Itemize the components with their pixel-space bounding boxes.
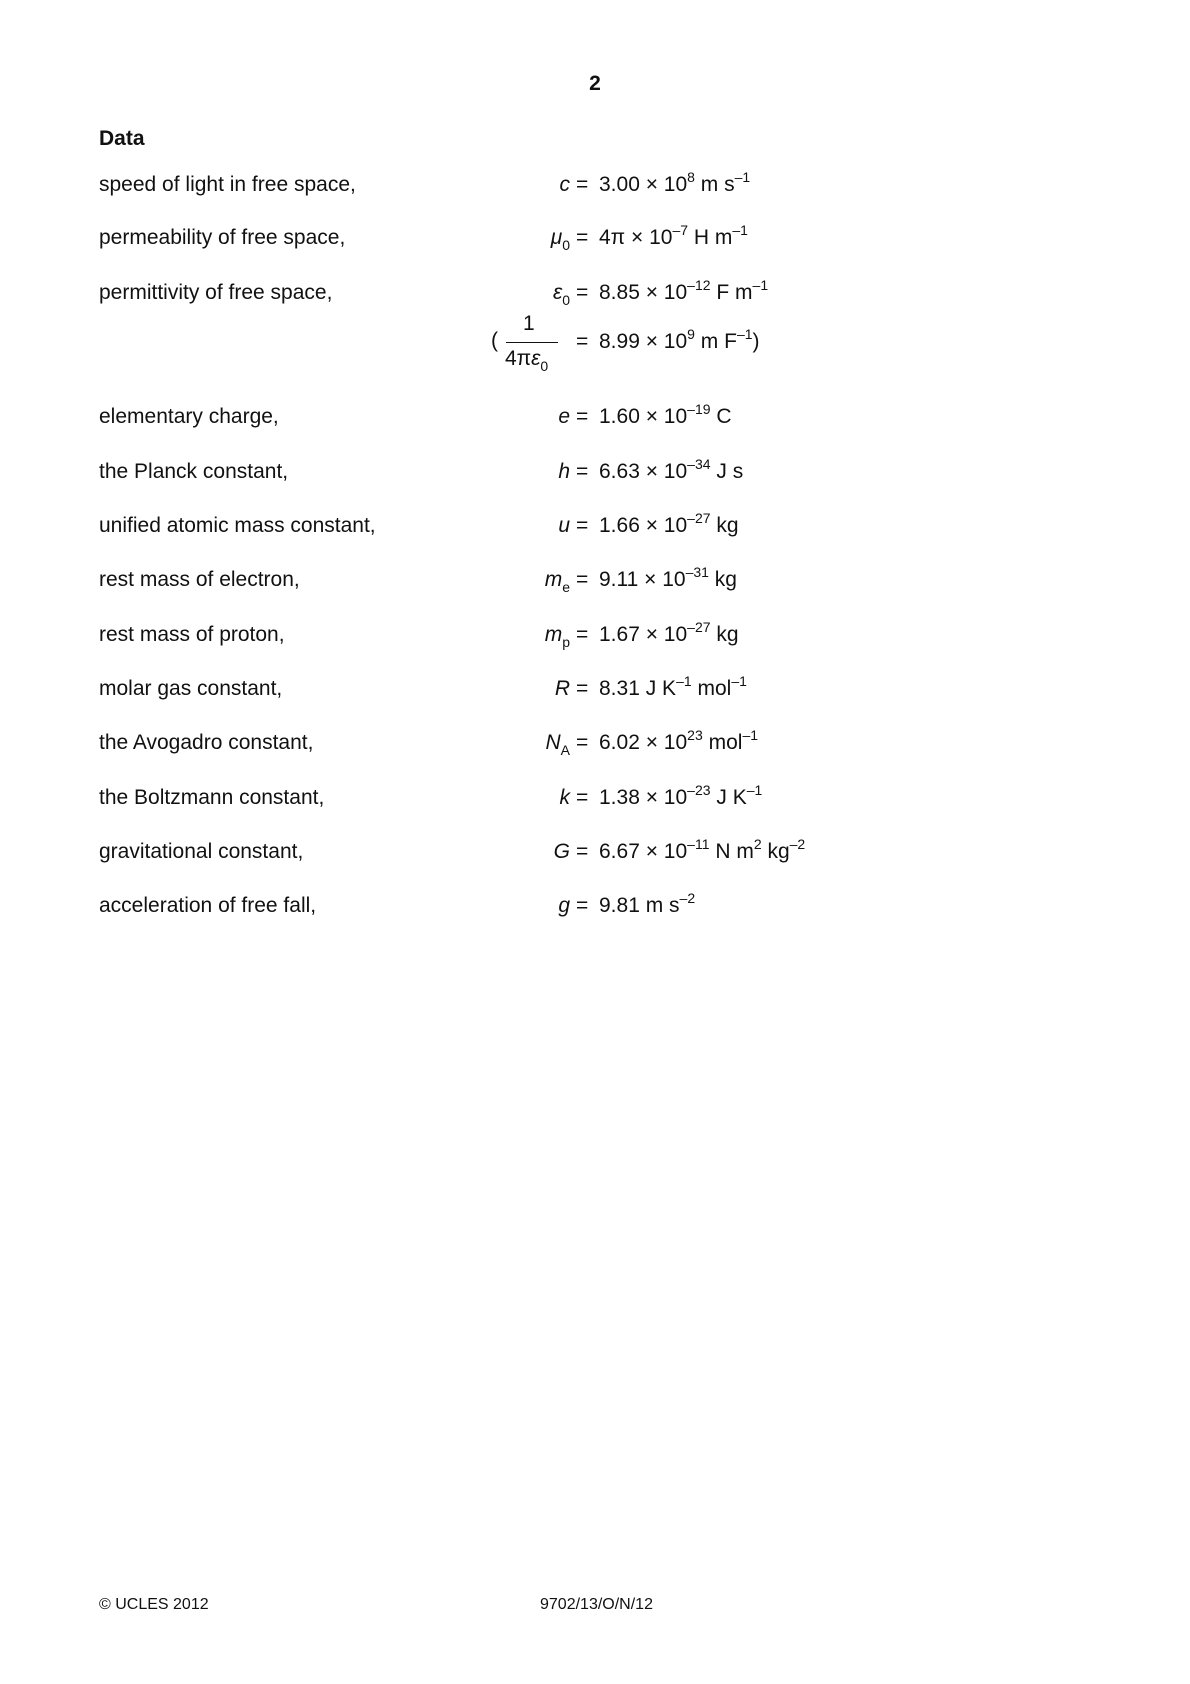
constant-label: molar gas constant, xyxy=(99,677,283,700)
equals-sign: = xyxy=(576,514,589,537)
constant-label: elementary charge, xyxy=(99,405,279,428)
constant-label: rest mass of proton, xyxy=(99,623,285,646)
equals-sign: = xyxy=(576,894,589,917)
constant-value: $3.00 \times 10^8$ m $s^{-1}$ xyxy=(599,169,751,196)
equals-sign: = xyxy=(576,840,589,863)
constant-symbol: $\mu_0$ xyxy=(550,226,570,253)
equals-sign: = xyxy=(576,786,589,809)
fraction-bar xyxy=(506,342,558,343)
equals-sign: = xyxy=(576,568,589,591)
constant-value: 8.31 J $K^{-1}$ mol$^{-1}$ xyxy=(599,673,747,700)
equals-sign: = xyxy=(576,460,589,483)
constant-value: $1.60 \times 10^{-19}$ C xyxy=(599,401,732,428)
constant-label: permittivity of free space, xyxy=(99,281,333,304)
equals-sign: = xyxy=(576,281,589,304)
constant-value: $6.67 \times 10^{-11}$ N $m^2$ $kg^{-2}$ xyxy=(599,836,806,863)
constant-label: acceleration of free fall, xyxy=(99,894,317,917)
constant-symbol: $N_A$ xyxy=(545,731,570,758)
constant-symbol: e xyxy=(558,405,570,428)
constant-symbol: c xyxy=(559,173,570,196)
constant-label: the Planck constant, xyxy=(99,460,289,483)
constant-symbol: $\varepsilon_0$ xyxy=(552,281,570,308)
constant-value: $1.38 \times 10^{-23}$ J $K^{-1}$ xyxy=(599,782,763,809)
constant-value: $1.66 \times 10^{-27}$ kg xyxy=(599,510,739,537)
constant-symbol: u xyxy=(558,514,570,537)
constant-value: $6.63 \times 10^{-34}$ J s xyxy=(599,456,744,483)
equals-sign: = xyxy=(576,623,589,646)
constant-symbol: G xyxy=(553,840,570,863)
constant-label: gravitational constant, xyxy=(99,840,304,863)
constant-symbol: $m_e$ xyxy=(544,568,570,595)
page-number: 2 xyxy=(589,72,601,95)
fraction-numerator: 1 xyxy=(523,312,535,335)
constant-value: $8.99 \times 10^9$ m $F^{-1}$) xyxy=(599,326,760,353)
constant-label: rest mass of electron, xyxy=(99,568,300,591)
constant-label: unified atomic mass constant, xyxy=(99,514,376,537)
constant-value: 9.81 m $s^{-2}$ xyxy=(599,890,696,917)
equals-sign: = xyxy=(576,731,589,754)
copyright-footer: © UCLES 2012 xyxy=(99,1596,209,1613)
constant-symbol: $m_p$ xyxy=(544,623,570,650)
constant-label: permeability of free space, xyxy=(99,226,346,249)
section-heading: Data xyxy=(99,127,145,150)
constant-label: the Avogadro constant, xyxy=(99,731,314,754)
constant-symbol: R xyxy=(554,677,570,700)
equals-sign: = xyxy=(576,226,589,249)
equals-sign: = xyxy=(576,330,589,353)
constant-value: $4\pi \times 10^{-7}$ H $m^{-1}$ xyxy=(599,222,748,249)
constant-label: the Boltzmann constant, xyxy=(99,786,325,809)
constant-symbol: h xyxy=(558,460,570,483)
constant-value: $6.02 \times 10^{23}$ mol$^{-1}$ xyxy=(599,727,759,754)
left-paren: ( xyxy=(491,329,498,352)
equals-sign: = xyxy=(576,677,589,700)
constant-symbol: g xyxy=(558,894,570,917)
constant-value: $9.11 \times 10^{-31}$ kg xyxy=(599,564,737,591)
fraction-denominator: $4\pi\varepsilon_0$ xyxy=(505,347,549,374)
constant-value: $8.85 \times 10^{-12}$ F $m^{-1}$ xyxy=(599,277,769,304)
constant-label: speed of light in free space, xyxy=(99,173,356,196)
paper-code-footer: 9702/13/O/N/12 xyxy=(540,1596,653,1613)
constant-value: $1.67 \times 10^{-27}$ kg xyxy=(599,619,739,646)
equals-sign: = xyxy=(576,173,589,196)
constant-symbol: k xyxy=(559,786,570,809)
equals-sign: = xyxy=(576,405,589,428)
